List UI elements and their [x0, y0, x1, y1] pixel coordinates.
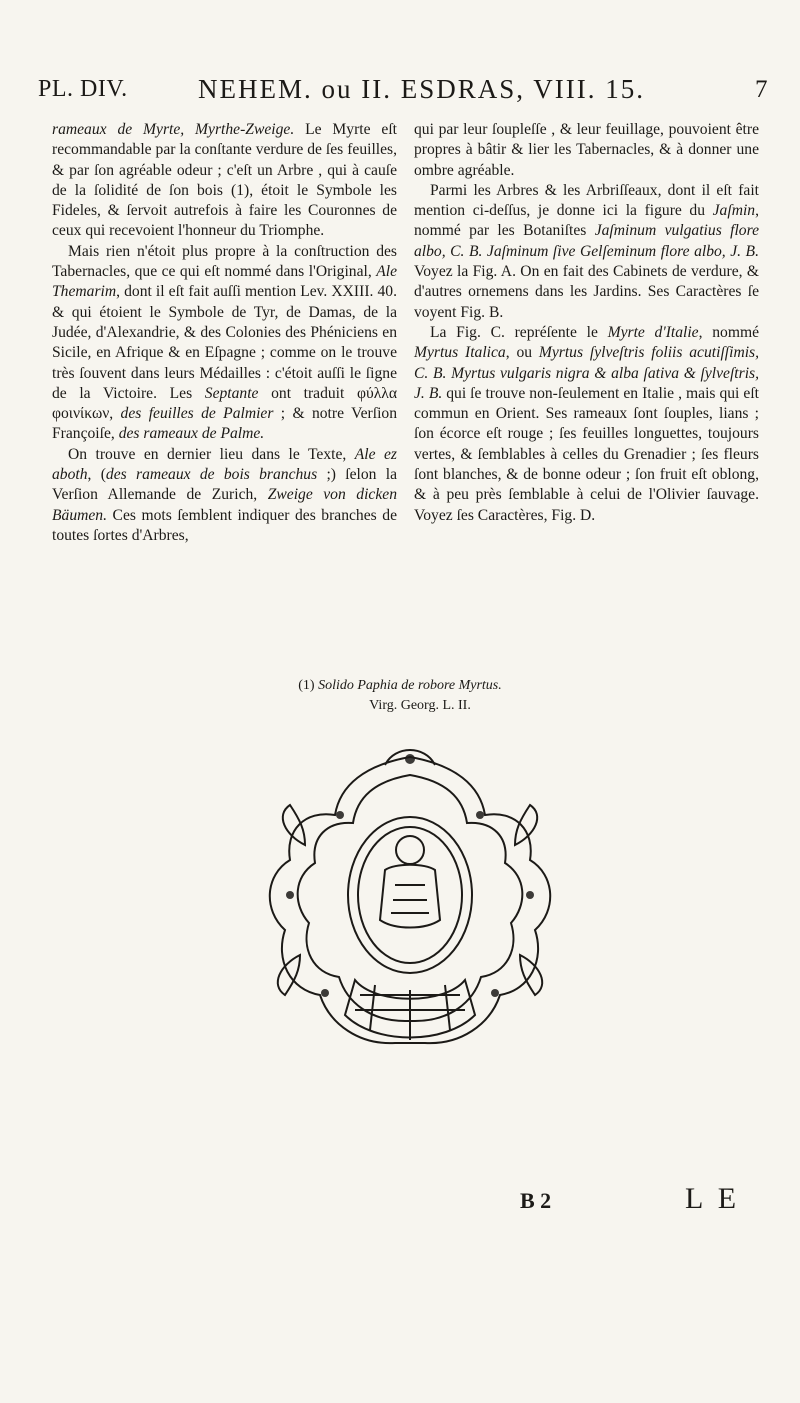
- text-run: , nommé: [698, 323, 759, 341]
- paragraph-souplesse: qui par leur ſoupleſſe , & leur feuillage, pouvoient être propres à bâtir & lier les Tabernacles, & à donner une ombre agréable.: [414, 121, 759, 179]
- paragraph-jasmin: [414, 181, 759, 323]
- text-run: Voyez la Fig. A. On en fait des Cabinets de verdure, & d'autres ornemens dans les Jardins. Ses Caractères ſe voyent Fig. B.: [414, 263, 759, 321]
- footnote-quote: Solido Paphia de robore Myrtus.: [318, 678, 502, 693]
- greek-run: φύλλα φοινίκων: [52, 384, 397, 423]
- text-run: Mais rien n'étoit plus propre à la conſtruction des Tabernacles, que ce qui eſt nommé dans l'Original,: [52, 242, 397, 281]
- italic-run: des rameaux de Palme.: [118, 425, 265, 443]
- paragraph-themarim: [52, 242, 397, 445]
- text-run: , nommé par les Botaniſtes: [414, 202, 759, 240]
- paragraph-text: Le Myrte eſt recommandable par la conſtante verdure de ſes feuilles, & par ſon agréable odeur ; c'eſt un Arbre , qui à cauſe de la ſolidité de ſon bois (1), étoit le Symbole les Fideles, & ſervoit autrefois à faire les Couronnes de ceux qui recevoient l'honneur du Triomphe.: [52, 121, 397, 240]
- running-title: NEHEM. ou II. ESDRAS, VIII. 15.: [198, 74, 645, 104]
- italic-run: Myrtus ſylveſtris foliis acutiſſimis, C. B. Myrtus vulgaris nigra & alba ſativa & ſylveſtris, J. B.: [414, 344, 760, 402]
- text-run: Ces mots ſemblent indiquer des branches de toutes ſortes d'Arbres,: [52, 506, 397, 544]
- footnote-number: (1): [298, 678, 319, 693]
- signature-mark: B 2: [520, 1188, 552, 1213]
- italic-run: Jaſmin: [712, 202, 756, 220]
- italic-run: Ale ez aboth: [52, 445, 398, 484]
- text-run: , dont il eſt fait auſſi mention Lev. XXIII. 40. & qui étoient le Symbole de Tyr, de Damas, de la Judée, d'Alexandrie, & des Colonies des Phéniciens en Sicile, en Afrique & en Eſpagne ; comme on le trouve très ſouvent dans leurs Médailles : c'étoit auſſi le ſigne de la Victoire. Les: [52, 283, 397, 402]
- page-number: 7: [755, 76, 768, 103]
- text-run: , ou: [505, 344, 539, 362]
- ornamental-emblem-icon: [245, 745, 575, 1075]
- text-run: ont traduit: [258, 384, 357, 402]
- text-run: La Fig. C. repréſente le: [430, 323, 608, 341]
- paragraph-aboth: [52, 445, 397, 546]
- italic-run: Myrtus Italica: [414, 344, 506, 362]
- text-run: On trouve en dernier lieu dans le Texte,: [68, 445, 355, 463]
- italic-run: Ale Themarim: [52, 263, 397, 301]
- text-run: ;) ſelon la Verſion Allemande de Zurich,: [52, 466, 398, 504]
- text-run: , (: [87, 466, 106, 484]
- italic-run: Zweige von dicken Bäumen.: [52, 486, 397, 524]
- footnote-line: [0, 676, 800, 696]
- text-run: ,: [109, 405, 121, 423]
- paragraph-myrte: [52, 120, 397, 242]
- paragraph-myrte-italie: [414, 323, 759, 526]
- italic-run: Septante: [204, 384, 259, 402]
- footnote-source: Virg. Georg. L. II.: [369, 698, 471, 713]
- italic-run: des feuilles de Palmier: [120, 405, 274, 423]
- plate-number: PL. DIV.: [38, 76, 128, 102]
- italic-run: Jaſminum vulgatius flore albo, C. B. Jaſminum ſive Gelſeminum flore albo, J. B.: [414, 222, 759, 260]
- running-header: [38, 70, 768, 110]
- left-column: [52, 120, 397, 546]
- right-column: [414, 120, 759, 526]
- italic-run: des rameaux de bois branchus: [105, 466, 318, 484]
- text-run: qui ſe trouve non-ſeulement en Italie , mais qui eſt commun en Orient. Ses rameaux ſont ſouples, lians ; ſon écorce eſt rouge ; ſes feuilles longuettes, toujours vertes, & ſemblables à celles du Grenadier ; ſes fleurs ſont blanches, & de bonne odeur ; ſon fruit eſt oblong, & à peu près ſemblable à celui de l'Olivier ſauvage. Voyez ſes Caractères, Fig. D.: [414, 384, 759, 524]
- text-run: Parmi les Arbres & les Arbriſſeaux, dont il eſt fait mention ci-deſſus, je donne ici la figure du: [414, 181, 759, 220]
- lead-phrase: rameaux de Myrte, Myrthe-Zweige.: [52, 121, 295, 138]
- text-run: ; & notre Verſion Françoiſe,: [52, 405, 397, 443]
- italic-run: Myrte d'Italie: [607, 323, 699, 341]
- footnote: [0, 676, 800, 716]
- catchword: L E: [685, 1182, 741, 1215]
